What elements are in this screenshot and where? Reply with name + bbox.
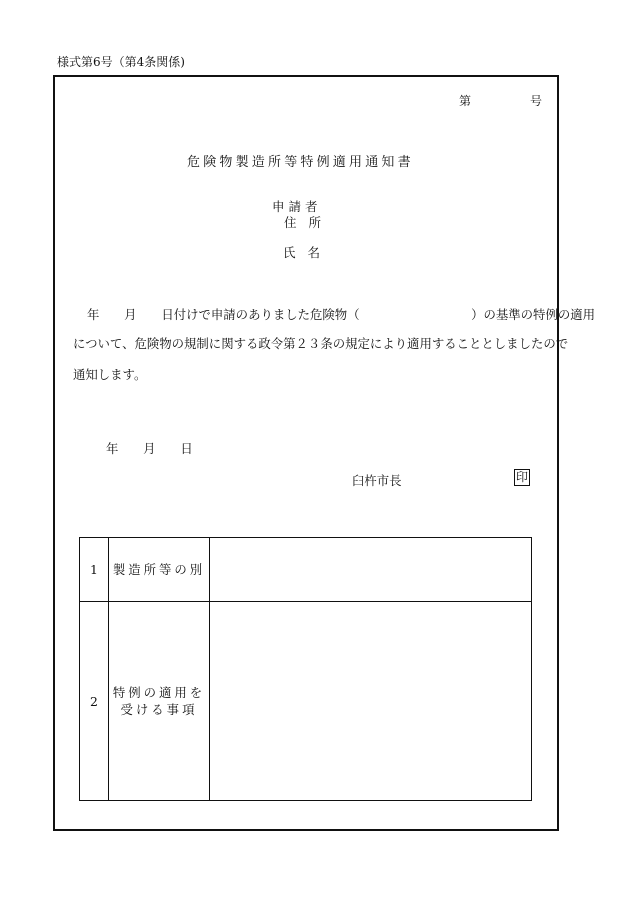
applicant-label: 申請者 [272,199,322,214]
issue-date-line: 年 月 日 [106,441,193,456]
body-text-line-3: 通知します。 [73,367,147,382]
row-label [109,602,210,801]
body-text-line-1: 年 月 日付けで申請のありました危険物（ ）の基準の特例の適用 [87,307,596,322]
document-number-prefix: 第 [459,94,472,108]
row-value-cell [210,602,532,801]
form-number-label: 様式第6号（第4条関係) [57,55,185,69]
name-label: 氏 名 [283,245,324,260]
table-row [80,538,532,602]
document-title: 危険物製造所等特例適用通知書 [187,155,414,170]
document-number-suffix: 号 [530,94,543,108]
row-number: 1 [80,538,109,602]
body-text-line-2: について、危険物の規制に関する政令第２３条の規定により適用することとしましたので [73,336,569,351]
row-label-line: 特例の適用を [112,685,206,700]
row-label-line: 受ける事項 [120,702,198,717]
row-label [109,538,210,602]
row-value-cell [210,538,532,602]
seal-mark: 印 [516,470,529,484]
row-number: 2 [80,602,109,801]
table-row [80,602,532,801]
issuer-name: 臼杵市長 [352,473,402,488]
detail-table [79,537,532,801]
address-label: 住 所 [284,215,325,230]
row-label-line: 製造所等の別 [112,562,206,577]
